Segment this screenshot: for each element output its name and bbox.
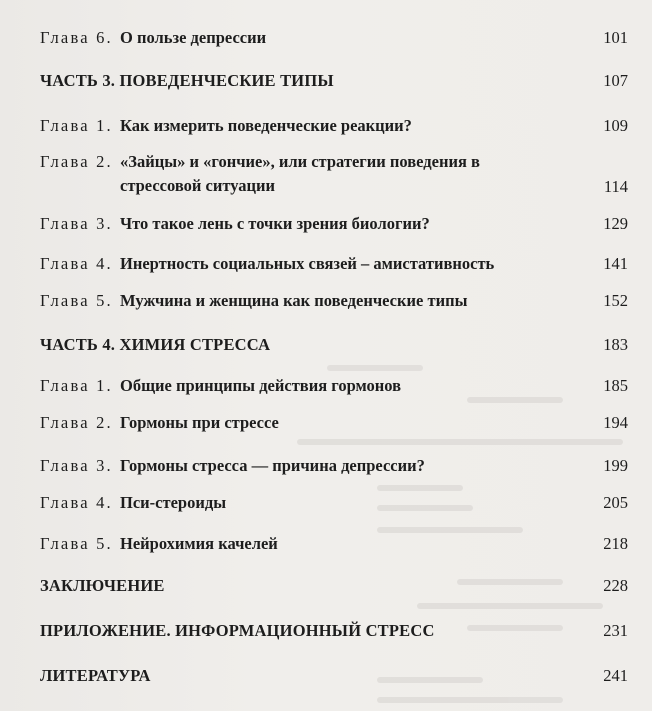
- toc-part: [40, 665, 628, 687]
- chapter-title: [120, 150, 588, 198]
- chapter-label: Глава 1.: [40, 116, 113, 135]
- chapter-label: Глава 4.: [40, 493, 113, 512]
- chapter-title: Что такое лень с точки зрения биологии?: [120, 214, 430, 233]
- toc-entry: [40, 27, 628, 49]
- chapter-label: Глава 4.: [40, 254, 113, 273]
- part-title: ЧАСТЬ 3. ПОВЕДЕНЧЕСКИЕ ТИПЫ: [40, 71, 334, 90]
- chapter-label: Глава 3.: [40, 456, 113, 475]
- page-number: 228: [603, 576, 628, 595]
- page-number: 152: [603, 291, 628, 310]
- toc-entry: [40, 412, 628, 434]
- chapter-title: Инертность социальных связей – амистативность: [120, 254, 495, 273]
- chapter-label: Глава 6.: [40, 28, 113, 47]
- chapter-label: Глава 2.: [40, 152, 113, 171]
- toc-entry: [40, 253, 628, 275]
- chapter-label: Глава 1.: [40, 376, 113, 395]
- page-number: 205: [603, 493, 628, 512]
- chapter-title: Как измерить поведенческие реакции?: [120, 116, 412, 135]
- chapter-title: Пси-стероиды: [120, 493, 227, 512]
- chapter-title: Гормоны при стрессе: [120, 413, 279, 432]
- chapter-title: Гормоны стресса — причина депрессии?: [120, 456, 425, 475]
- toc-entry: [40, 290, 628, 312]
- page-number: 101: [603, 28, 628, 47]
- page-number: 218: [603, 534, 628, 553]
- part-title: ЗАКЛЮЧЕНИЕ: [40, 576, 165, 595]
- toc-entry: [40, 375, 628, 397]
- chapter-title: Общие принципы действия гормонов: [120, 376, 402, 395]
- page-number: 185: [603, 376, 628, 395]
- chapter-label: Глава 3.: [40, 214, 113, 233]
- toc-entry: [40, 150, 628, 198]
- toc-part: [40, 334, 628, 356]
- toc-entry: [40, 455, 628, 477]
- chapter-title-line1: «Зайцы» и «гончие», или стратегии поведения в: [120, 152, 480, 171]
- toc-part: [40, 620, 628, 642]
- toc-entry: [40, 492, 628, 514]
- page-number: 231: [603, 621, 628, 640]
- page-number: 107: [603, 71, 628, 90]
- toc-part: [40, 575, 628, 597]
- toc-entry: [40, 533, 628, 555]
- toc-entry: [40, 115, 628, 137]
- chapter-label: Глава 2.: [40, 413, 113, 432]
- chapter-label: Глава 5.: [40, 291, 113, 310]
- part-title: ПРИЛОЖЕНИЕ. ИНФОРМАЦИОННЫЙ СТРЕСС: [40, 621, 435, 640]
- part-title: ЧАСТЬ 4. ХИМИЯ СТРЕССА: [40, 335, 271, 354]
- page-number: 129: [603, 214, 628, 233]
- page-number: 183: [603, 335, 628, 354]
- chapter-title: О пользе депрессии: [120, 28, 267, 47]
- page-number: 141: [603, 254, 628, 273]
- page-number: 194: [603, 413, 628, 432]
- page-number: 199: [603, 456, 628, 475]
- page-number: 109: [603, 116, 628, 135]
- chapter-title: Мужчина и женщина как поведенческие типы: [120, 291, 468, 310]
- toc-entry: [40, 213, 628, 235]
- toc-part: [40, 70, 628, 92]
- part-title: ЛИТЕРАТУРА: [40, 666, 151, 685]
- chapter-label: Глава 5.: [40, 534, 113, 553]
- chapter-title: Нейрохимия качелей: [120, 534, 278, 553]
- page-number: 114: [603, 177, 628, 196]
- page-number: 241: [603, 666, 628, 685]
- chapter-title-line2: стрессовой ситуации: [120, 176, 276, 195]
